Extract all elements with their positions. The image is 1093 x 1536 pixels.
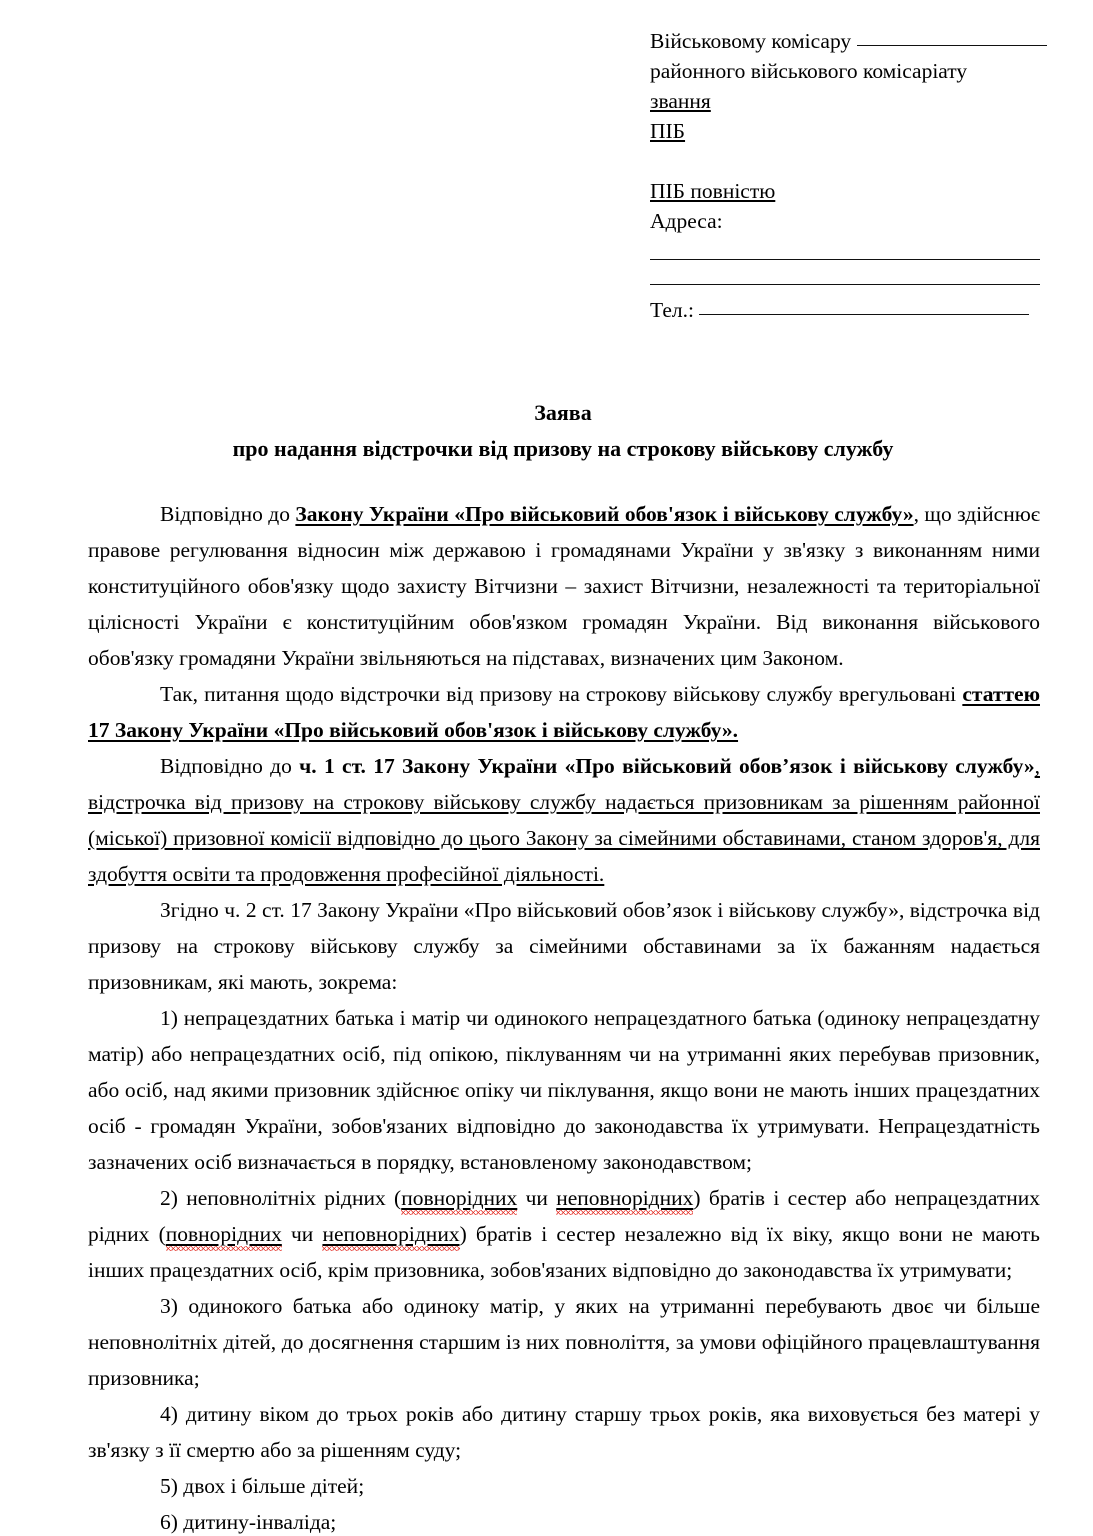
phone-row xyxy=(650,295,1040,325)
list-item-6: 6) дитину-інваліда; xyxy=(160,1510,337,1534)
i2-segment-5: ) братів і сестер незалежно від їх віку, якщо вони не мають інших працездатних осіб, крім призовника, зобов'язаних відповідно до законодавства їх утримувати; xyxy=(88,1222,1040,1282)
list-item-5: 5) двох і більше дітей; xyxy=(160,1474,365,1498)
p3-lead-text: Відповідно до xyxy=(160,754,300,778)
paragraph-2 xyxy=(88,676,1040,748)
addressee-spacer-1 xyxy=(650,146,1040,176)
list-item-2 xyxy=(88,1180,1040,1288)
applicant-fullname-label: ПІБ повністю xyxy=(650,179,776,203)
phone-label: Тел.: xyxy=(650,298,694,322)
phone-blank-line[interactable] xyxy=(699,314,1029,315)
addressee-commissar-row xyxy=(650,26,1040,56)
commissar-blank-line[interactable] xyxy=(857,45,1047,46)
p1-lead-text: Відповідно до xyxy=(160,502,296,526)
addressee-block xyxy=(650,26,1040,325)
list-item-4: 4) дитину віком до трьох років або дитину старшу трьох років, яка виховується без матері у зв'язку з її смертю або за рішенням суду; xyxy=(88,1402,1040,1462)
page-title: Заява xyxy=(534,400,592,425)
title-block xyxy=(88,398,1038,464)
applicant-address-label: Адреса: xyxy=(650,209,723,233)
i2-misspelled-word-c[interactable]: повнорідних xyxy=(166,1222,282,1251)
paragraph-1 xyxy=(88,496,1040,676)
p3-article-reference: ч. 1 ст. 17 Закону України «Про військовий обов’язок і військову службу» xyxy=(299,754,1035,778)
addressee-rank-line: звання xyxy=(650,89,711,113)
list-item-3: 3) одинокого батька або одиноку матір, у яких на утриманні перебувають двоє чи більше неповнолітніх дітей, до досягнення старшим із них повноліття, за умови офіційного працевлаштування призовника; xyxy=(88,1294,1040,1390)
address-blank-line-1[interactable] xyxy=(650,259,1040,260)
p2-article-reference: статтею 17 Закону України «Про військовий обов'язок і військову службу». xyxy=(88,682,1040,742)
p2-lead-text: Так, питання щодо відстрочки від призову на строкову військову службу врегульовані xyxy=(160,682,963,706)
p1-law-reference: Закону України «Про військовий обов'язок і військову службу» xyxy=(295,502,914,526)
addressee-name-line: ПІБ xyxy=(650,119,686,143)
address-blank-line-2[interactable] xyxy=(650,284,1040,285)
addressee-commissar-label: Військовому комісару xyxy=(650,29,852,53)
i2-segment-4: чи xyxy=(281,1222,323,1246)
paragraph-4: Згідно ч. 2 ст. 17 Закону України «Про військовий обов’язок і військову службу», відстрочка від призову на строкову військову службу за сімейними обставинами за їх бажанням надається призовникам, які мають, зокрема: xyxy=(88,898,1040,994)
page-subtitle: про надання відстрочки від призову на строкову військову службу xyxy=(232,436,894,461)
i2-misspelled-word-a[interactable]: повнорідних xyxy=(401,1186,517,1215)
p1-rest-text: , що здійснює правове регулювання відносин між державою і громадянами України у зв'язку з виконанням ними конституційного обов'язку щодо захисту Вітчизни – захист Вітчизни, незалежності та територіальної цілісності України є конституційним обов'язком громадян України. Від виконання військового обов'язку громадяни України звільняються на підставах, визначених цим Законом. xyxy=(88,502,1040,670)
addressee-district-line: районного військового комісаріату xyxy=(650,59,968,83)
list-item-1: 1) непрацездатних батька і матір чи одинокого непрацездатного батька (одиноку непрацездатну матір) або непрацездатних осіб, під опікою, піклуванням чи на утриманні яких перебував призовник, або осіб, над якими призовник здійснює опіку чи піклування, якщо вони не мають інших працездатних осіб - громадян України, зобов'язаних відповідно до законодавства їх утримувати. Непрацездатність зазначених осіб визначається в порядку, встановленому законодавством; xyxy=(88,1006,1040,1174)
i2-misspelled-word-d[interactable]: неповнорідних xyxy=(322,1222,459,1251)
i2-segment-1: 2) неповнолітніх рідних ( xyxy=(160,1186,402,1210)
paragraph-3 xyxy=(88,748,1040,892)
i2-segment-2: чи xyxy=(517,1186,557,1210)
document-body xyxy=(88,496,1040,1536)
i2-misspelled-word-b[interactable]: неповнорідних xyxy=(556,1186,693,1215)
i2-segment-3: ) братів і сестер або непрацездатних рідних ( xyxy=(88,1186,1040,1246)
p3-underlined-text: , відстрочка від призову на строкову військову службу надається призовникам за рішенням районної (міської) призовної комісії відповідно до цього Закону за сімейними обставинами, станом здоров'я, для здобуття освіти та продовження професійної діяльності. xyxy=(88,754,1040,886)
